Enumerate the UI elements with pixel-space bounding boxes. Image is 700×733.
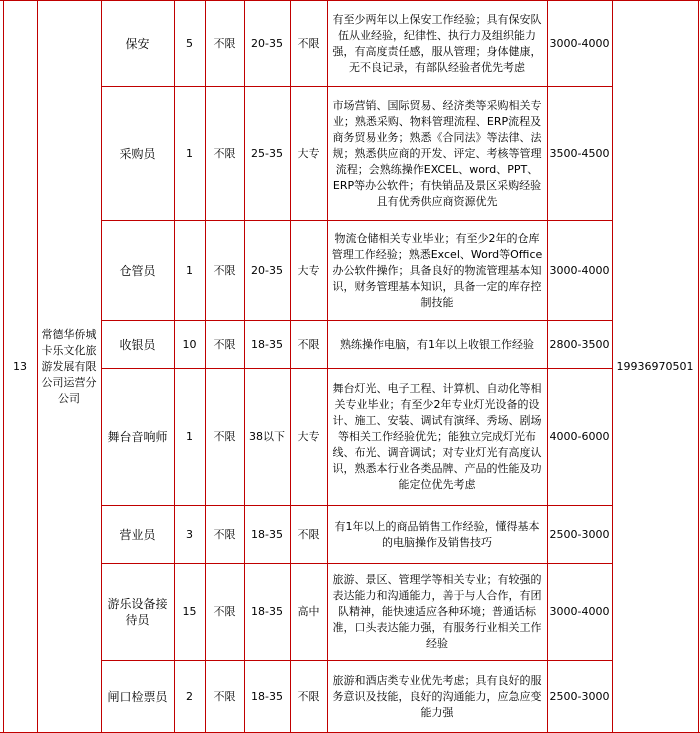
salary-cell: 2800-3500	[547, 321, 612, 369]
education-cell: 高中	[290, 564, 327, 661]
table-row	[0, 321, 700, 369]
gender-cell: 不限	[205, 321, 244, 369]
education-cell: 不限	[290, 661, 327, 733]
education-cell: 不限	[290, 506, 327, 564]
age-cell: 18-35	[244, 564, 290, 661]
requirement-cell: 熟练操作电脑，有1年以上收银工作经验	[327, 321, 547, 369]
salary-cell: 4000-6000	[547, 369, 612, 506]
position-cell: 收银员	[101, 321, 174, 369]
gender-cell: 不限	[205, 564, 244, 661]
table-row	[0, 369, 700, 506]
table-row	[0, 1, 700, 87]
gender-cell: 不限	[205, 661, 244, 733]
education-cell: 不限	[290, 1, 327, 87]
position-cell: 采购员	[101, 87, 174, 221]
age-cell: 18-35	[244, 506, 290, 564]
requirement-cell: 旅游和酒店类专业优先考虑；具有良好的服务意识及技能，良好的沟通能力，应急应变能力强	[327, 661, 547, 733]
count-cell: 1	[174, 87, 205, 221]
count-cell: 1	[174, 221, 205, 321]
position-cell: 闸口检票员	[101, 661, 174, 733]
count-cell: 15	[174, 564, 205, 661]
requirement-cell: 有至少两年以上保安工作经验；具有保安队伍从业经验，纪律性、执行力及组织能力强，有高度责任感，服从管理；身体健康，无不良记录，有部队经验者优先考虑	[327, 1, 547, 87]
age-cell: 18-35	[244, 661, 290, 733]
table-row	[0, 564, 700, 661]
age-cell: 18-35	[244, 321, 290, 369]
position-cell: 营业员	[101, 506, 174, 564]
requirement-cell: 市场营销、国际贸易、经济类等采购相关专业；熟悉采购、物料管理流程、ERP流程及商务贸易业务；熟悉《合同法》等法律、法规；熟悉供应商的开发、评定、考核等管理流程；会熟练操作EXCEL、word、PPT、ERP等办公软件；有快销品及景区采购经验且有优秀供应商资源优先	[327, 87, 547, 221]
gender-cell: 不限	[205, 1, 244, 87]
phone-cell: 19936970501	[612, 1, 698, 733]
requirement-cell: 舞台灯光、电子工程、计算机、自动化等相关专业毕业；有至少2年专业灯光设备的设计、施工、安装、调试有演绎、秀场、剧场等相关工作经验优先；能独立完成灯光布线、布光、调音调试；对专业灯光有高度认识，熟悉本行业各类品牌、产品的性能及功能定位优先考虑	[327, 369, 547, 506]
requirement-cell: 旅游、景区、管理学等相关专业；有较强的表达能力和沟通能力，善于与人合作，有团队精神，能快速适应各种环境；普通话标准，口头表达能力强，有服务行业相关工作经验	[327, 564, 547, 661]
gender-cell: 不限	[205, 221, 244, 321]
count-cell: 10	[174, 321, 205, 369]
company-name-cell: 常德华侨城卡乐文化旅游发展有限公司运营分公司	[37, 1, 101, 733]
gender-cell: 不限	[205, 369, 244, 506]
salary-cell: 3500-4500	[547, 87, 612, 221]
education-cell: 大专	[290, 369, 327, 506]
age-cell: 25-35	[244, 87, 290, 221]
age-cell: 20-35	[244, 221, 290, 321]
salary-cell: 3000-4000	[547, 1, 612, 87]
education-cell: 不限	[290, 321, 327, 369]
position-cell: 游乐设备接待员	[101, 564, 174, 661]
gender-cell: 不限	[205, 506, 244, 564]
education-cell: 大专	[290, 221, 327, 321]
table-row	[0, 221, 700, 321]
count-cell: 5	[174, 1, 205, 87]
count-cell: 1	[174, 369, 205, 506]
requirement-cell: 有1年以上的商品销售工作经验，懂得基本的电脑操作及销售技巧	[327, 506, 547, 564]
salary-cell: 2500-3000	[547, 506, 612, 564]
education-cell: 大专	[290, 87, 327, 221]
row-number-cell: 13	[3, 1, 37, 733]
position-cell: 保安	[101, 1, 174, 87]
table-row	[0, 87, 700, 221]
requirement-cell: 物流仓储相关专业毕业；有至少2年的仓库管理工作经验；熟悉Excel、Word等Office办公软件操作；具备良好的物流管理基本知识，财务管理基本知识，具备一定的库存控制技能	[327, 221, 547, 321]
count-cell: 3	[174, 506, 205, 564]
position-cell: 仓管员	[101, 221, 174, 321]
count-cell: 2	[174, 661, 205, 733]
salary-cell: 3000-4000	[547, 221, 612, 321]
table-row	[0, 506, 700, 564]
position-cell: 舞台音响师	[101, 369, 174, 506]
table-row	[0, 661, 700, 733]
salary-cell: 2500-3000	[547, 661, 612, 733]
salary-cell: 3000-4000	[547, 564, 612, 661]
age-cell: 20-35	[244, 1, 290, 87]
age-cell: 38以下	[244, 369, 290, 506]
gender-cell: 不限	[205, 87, 244, 221]
